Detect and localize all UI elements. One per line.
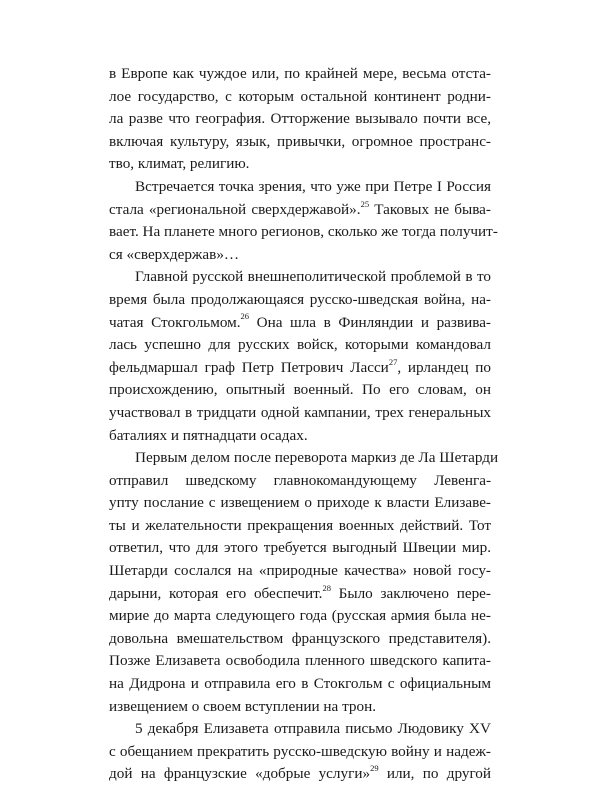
text-segment: , ирландец по [397, 358, 491, 376]
text-line: Встречается точка зрения, что уже при Петре I Россия [135, 177, 491, 195]
text-line: ла разве что география. Отторжение вызывало почти все, [109, 110, 491, 128]
paragraph-5 [109, 718, 491, 786]
paragraph-2 [109, 176, 498, 266]
text-segment: Таковых не быва- [369, 200, 491, 218]
text-line-with-note [109, 357, 491, 380]
text-segment: или, по другой [386, 765, 492, 783]
text-segment: Она шла в Финляндии и развива- [249, 313, 491, 331]
text-line-with-note [109, 583, 491, 606]
text-segment: чатая Стокгольмом. [109, 313, 241, 331]
footnote-ref-29[interactable]: 29 [370, 763, 379, 774]
text-line: Первым делом после переворота маркиз де Ла Шетарди [135, 449, 499, 467]
text-line: довольна вмешательством французского представителя). [109, 629, 491, 647]
text-line: с обещанием прекратить русско-шведскую войну и надеж- [109, 742, 491, 760]
text-line: вает. На планете много регионов, сколько же тогда получит- [109, 223, 498, 241]
footnote-ref-27[interactable]: 27 [388, 356, 398, 367]
text-line: участвовал в тридцати одной кампании, трех генеральных [109, 403, 491, 421]
text-line: происхождению, опытный военный. По его словам, он [109, 381, 491, 399]
text-line: Главной русской внешнеполитической проблемой в то [135, 268, 491, 286]
footnote-ref-28[interactable]: 28 [322, 582, 331, 593]
text-line-with-note [109, 199, 491, 222]
footnote-ref-25[interactable]: 25 [360, 198, 370, 209]
text-line-with-note [109, 763, 491, 786]
text-line: ответил, что для этого требуется выгодный Швеции мир. [109, 539, 491, 557]
text-line: мирие до марта следующего года (русская армия была не- [109, 607, 491, 625]
text-line: тво, климат, религию. [109, 155, 250, 173]
text-segment: стала «региональной сверхдержавой». [109, 200, 361, 218]
text-line-with-note [109, 312, 491, 335]
text-segment: Было заключено пере- [330, 584, 491, 602]
text-segment: фельдмаршал граф Петр Петрович Ласси [109, 358, 389, 376]
text-line: Позже Елизавета освободила пленного шведского капита- [109, 652, 491, 670]
text-line: отправил шведскому главнокомандующему Левенга- [109, 471, 491, 489]
text-line: лое государство, с которым остальной континент родни- [109, 87, 491, 105]
text-line: лась успешно для русских войск, которыми командовал [109, 336, 491, 354]
text-line: 5 декабря Елизавета отправила письмо Людовику XV [135, 720, 491, 738]
text-line: баталиях и пятнадцати осадах. [109, 426, 308, 444]
footnote-ref-26[interactable]: 26 [240, 311, 250, 322]
text-line: Шетарди сослался на «природные качества» новой госу- [109, 562, 491, 580]
book-page [109, 63, 499, 786]
text-line: время была продолжающаяся русско-шведская война, на- [109, 290, 491, 308]
paragraph-3 [109, 266, 491, 447]
text-line: ты и желательности прекращения военных действий. Тот [109, 516, 491, 534]
text-line: упту послание с извещением о приходе к власти Елизаве- [109, 494, 491, 512]
text-line: на Дидрона и отправила его в Стокгольм с официальным [109, 675, 491, 693]
paragraph-4 [109, 447, 499, 718]
paragraph-1 [109, 63, 491, 176]
text-line: извещением о своем вступлении на трон. [109, 697, 376, 715]
text-line: ся «сверхдержав»… [109, 245, 240, 263]
text-segment: дой на французские «добрые услуги» [109, 765, 371, 783]
text-segment: дарыни, которая его обеспечит. [109, 584, 323, 602]
text-line: включая культуру, язык, привычки, огромное пространс- [109, 132, 491, 150]
text-line: в Европе как чуждое или, по крайней мере, весьма отста- [109, 65, 491, 82]
